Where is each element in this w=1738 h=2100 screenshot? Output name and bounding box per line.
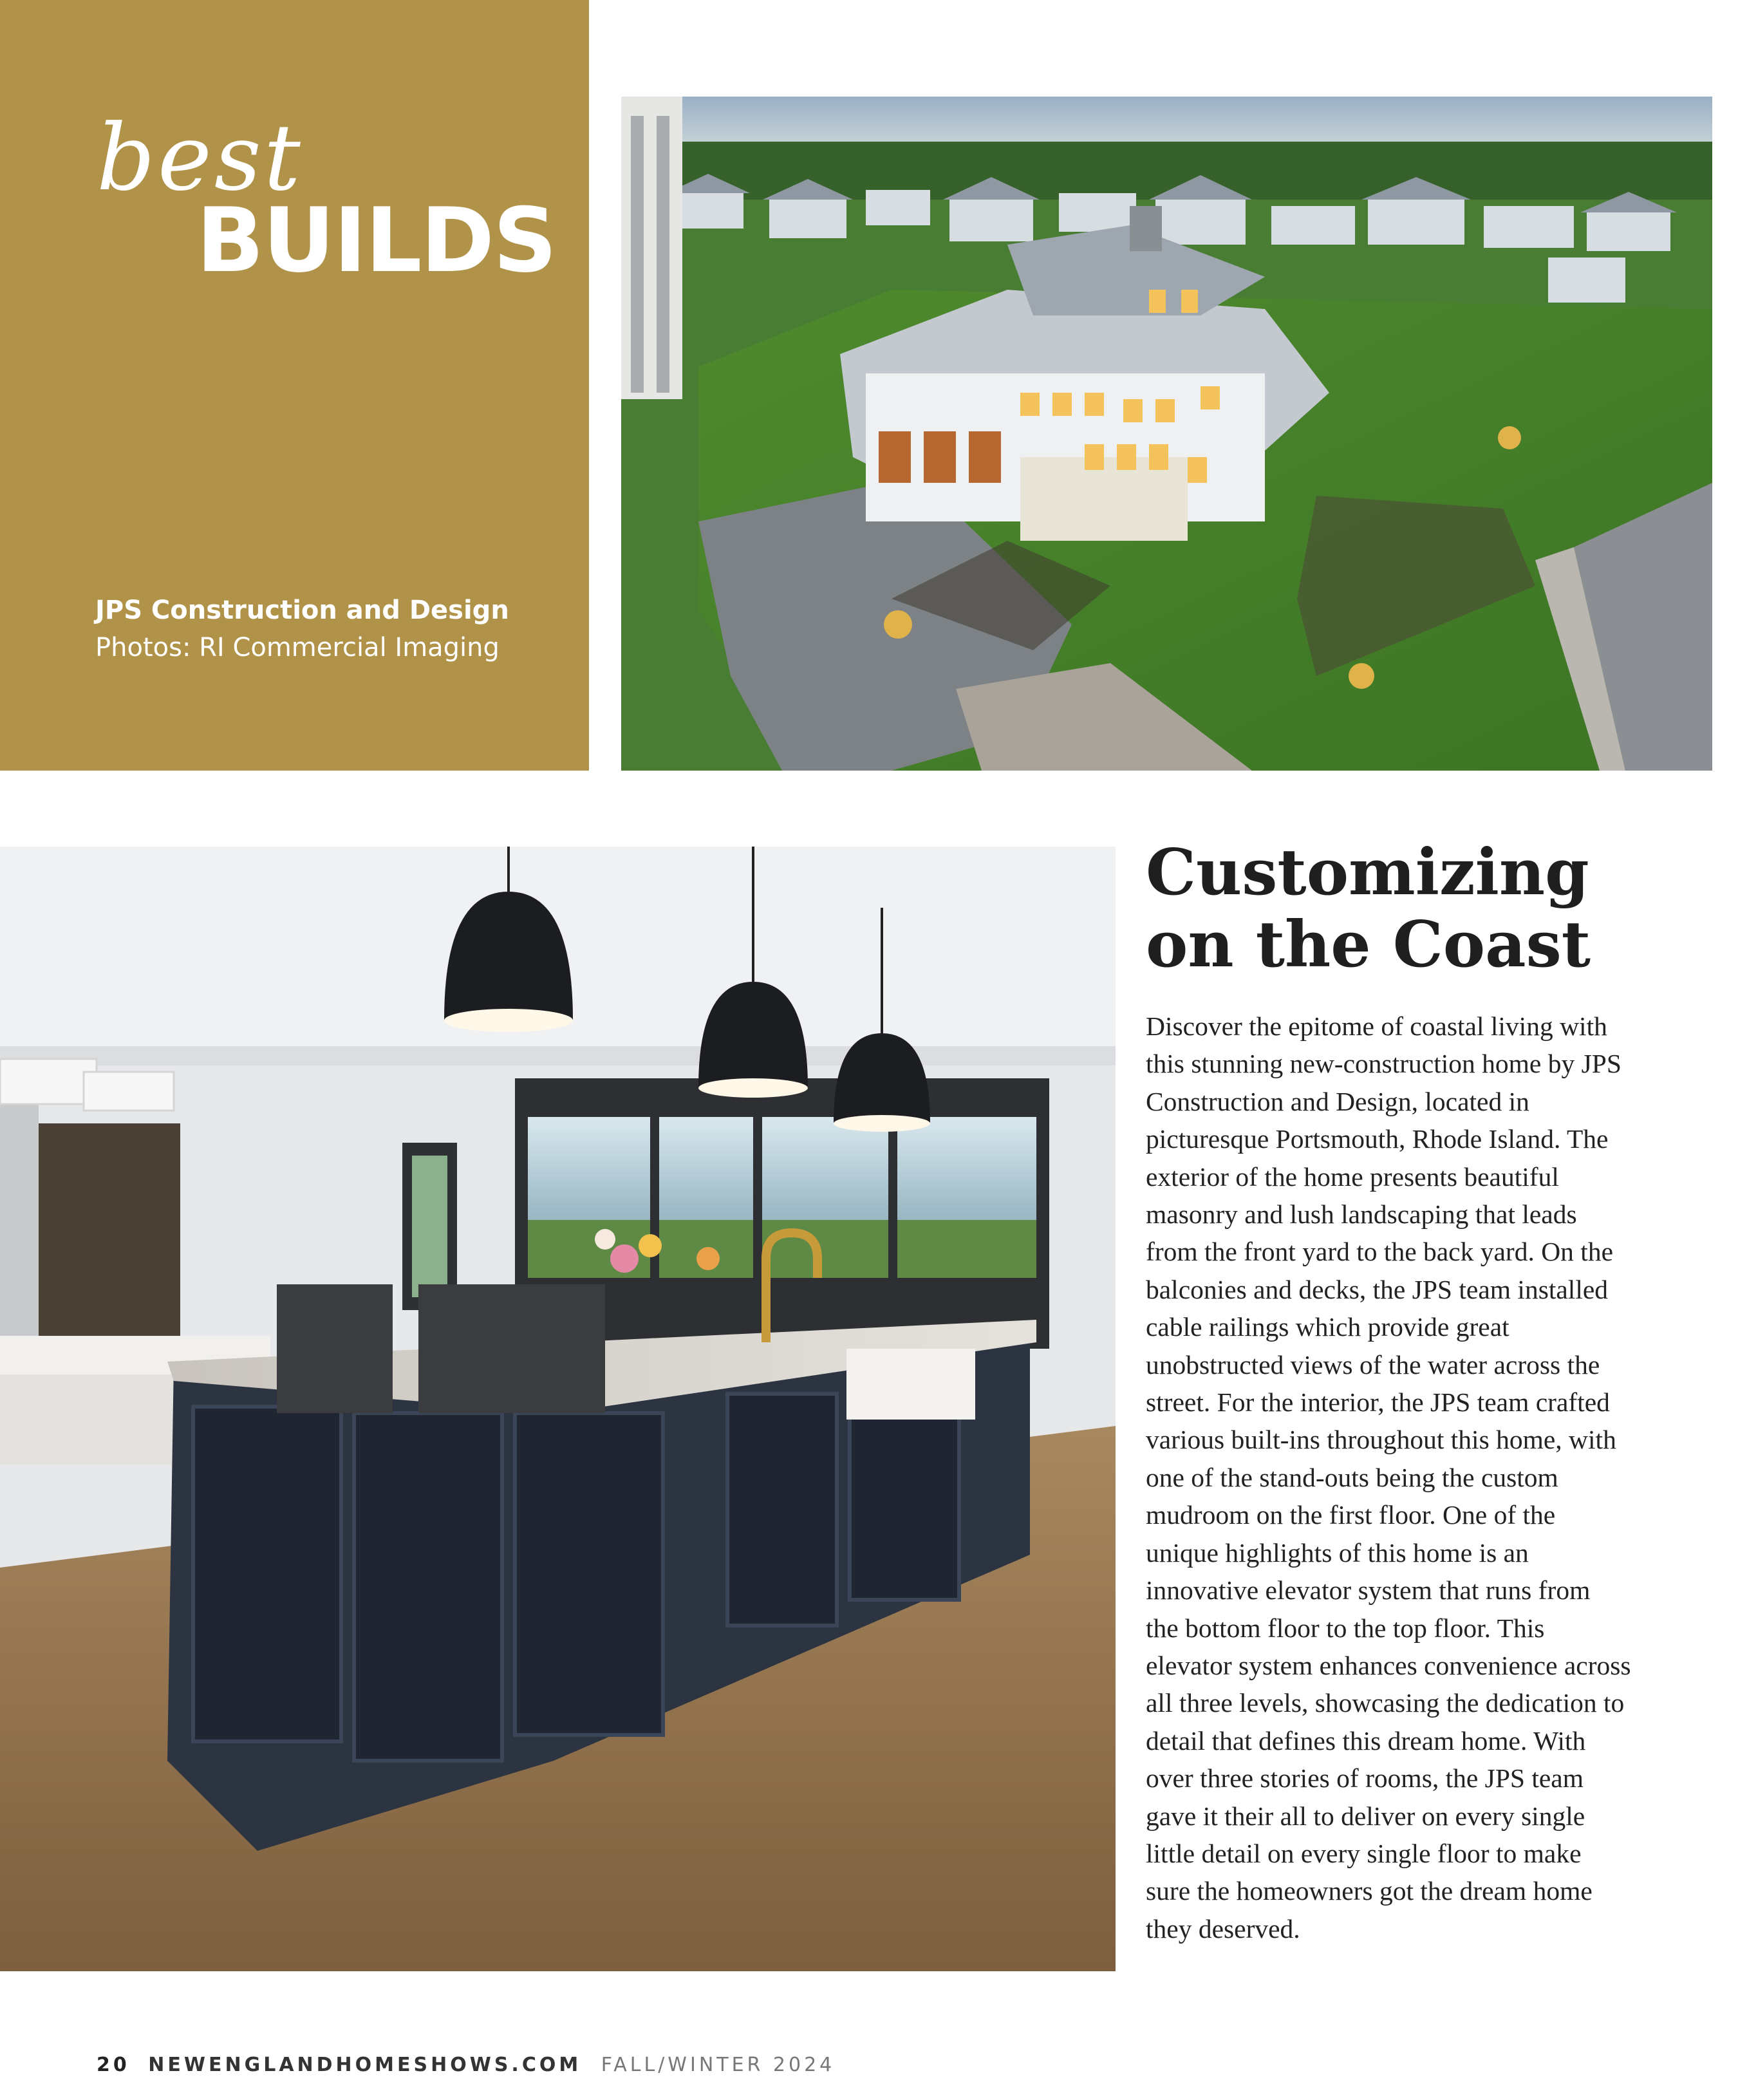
- title-panel: [0, 0, 589, 771]
- issue-label: FALL/WINTER 2024: [601, 2054, 836, 2076]
- body-line: innovative elevator system that runs from: [1146, 1575, 1591, 1606]
- photo-credit: Photos: RI Commercial Imaging: [95, 633, 500, 662]
- body-line: all three levels, showcasing the dedication to: [1146, 1688, 1625, 1718]
- body-line: gave it their all to deliver on every single: [1146, 1801, 1585, 1831]
- exterior-aerial-photo: [621, 97, 1712, 771]
- body-line: the bottom floor to the top floor. This: [1146, 1613, 1545, 1643]
- website-link[interactable]: NEWENGLANDHOMESHOWS.COM: [148, 2054, 582, 2076]
- page-footer: [97, 2054, 835, 2076]
- body-line: little detail on every single floor to make: [1146, 1838, 1582, 1868]
- kitchen-island-photo-icon: [0, 847, 1116, 1971]
- page-number: 20: [97, 2054, 130, 2076]
- headline-line-1: Customizing: [1146, 836, 1589, 910]
- body-line: unobstructed views of the water across the: [1146, 1349, 1600, 1380]
- body-line: this stunning new-construction home by JPS: [1146, 1049, 1621, 1079]
- body-line: Construction and Design, located in: [1146, 1086, 1529, 1116]
- body-line: mudroom on the first floor. One of the: [1146, 1500, 1556, 1530]
- body-line: cable railings which provide great: [1146, 1312, 1509, 1342]
- body-line: various built-ins throughout this home, with: [1146, 1425, 1616, 1455]
- body-line: Discover the epitome of coastal living with: [1146, 1011, 1607, 1041]
- body-line: from the front yard to the back yard. On the: [1146, 1237, 1614, 1267]
- body-line: detail that defines this dream home. With: [1146, 1725, 1586, 1756]
- body-line: balconies and decks, the JPS team installed: [1146, 1274, 1609, 1304]
- logo-script-word: best: [97, 105, 303, 211]
- body-line: over three stories of rooms, the JPS team: [1146, 1763, 1584, 1794]
- aerial-house-photo-icon: [621, 97, 1712, 771]
- body-line: they deserved.: [1146, 1913, 1300, 1944]
- body-line: masonry and lush landscaping that leads: [1146, 1199, 1577, 1230]
- body-line: exterior of the home presents beautiful: [1146, 1161, 1559, 1192]
- builder-name: JPS Construction and Design: [95, 595, 509, 625]
- body-line: street. For the interior, the JPS team crafted: [1146, 1387, 1610, 1418]
- article-body: [1146, 1008, 1719, 1947]
- kitchen-photo: [0, 847, 1116, 1971]
- body-line: sure the homeowners got the dream home: [1146, 1876, 1593, 1906]
- logo-block-word: BUILDS: [196, 189, 556, 292]
- article-headline: [1146, 837, 1712, 981]
- body-line: unique highlights of this home is an: [1146, 1537, 1529, 1568]
- body-line: picturesque Portsmouth, Rhode Island. The: [1146, 1124, 1609, 1154]
- headline-line-2: on the Coast: [1146, 908, 1591, 982]
- body-line: one of the stand-outs being the custom: [1146, 1462, 1558, 1492]
- body-line: elevator system enhances convenience across: [1146, 1650, 1631, 1680]
